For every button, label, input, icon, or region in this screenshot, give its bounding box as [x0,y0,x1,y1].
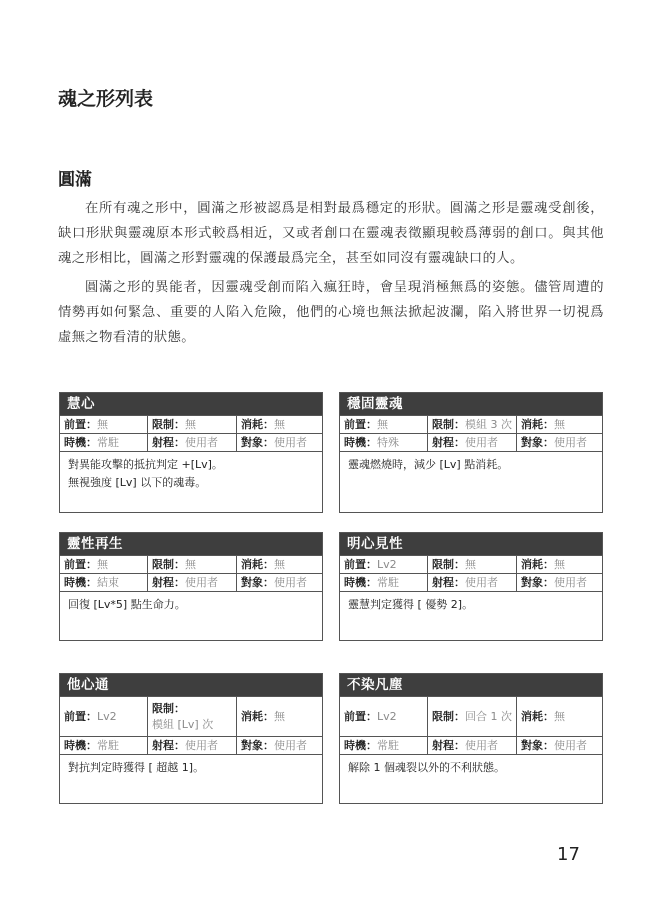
card-title: 穩固靈魂 [340,393,602,415]
ability-card [59,532,323,641]
cost-cell: 消耗： 無 [237,697,322,737]
card-title: 不染凡塵 [340,674,602,696]
page-title: 魂之形列表 [58,88,154,110]
page-number: 17 [557,844,580,865]
prereq-cell: 前置：無 [60,416,148,434]
cost-cell: 消耗： 無 [517,697,602,737]
card-description: 靈魂燃燒時，減少 [Lv] 點消耗。 [348,458,509,471]
card-stats [60,555,322,592]
prereq-cell: 前置：無 [60,556,148,574]
card-description: 靈慧判定獲得 [ 優勢 2]。 [348,598,474,611]
target-cell: 對象：使用者 [517,434,602,452]
range-cell: 射程：使用者 [148,434,237,452]
prereq-cell: 前置： Lv2 [60,697,148,737]
target-cell: 對象：使用者 [517,737,602,755]
card-stats [60,415,322,452]
body-paragraph: 在所有魂之形中，圓滿之形被認爲是相對最爲穩定的形狀。圓滿之形是靈魂受創後，缺口形狀與靈魂原本形式較爲相近，又或者創口在靈魂表徵顯現較爲薄弱的創口。與其他魂之形相比，圓滿之形對靈魂的保護最爲完全，甚至如同沒有靈魂缺口的人。 [58,201,604,266]
range-cell: 射程：使用者 [148,737,237,755]
card-stats [340,555,602,592]
prereq-cell: 前置： Lv2 [340,697,428,737]
ability-card [59,673,323,804]
ability-card [339,392,603,513]
ability-card [339,673,603,804]
card-description: 對異能攻擊的抵抗判定 +[Lv]。 無視強度 [Lv] 以下的魂毒。 [68,458,223,489]
limit-cell: 限制：無 [148,416,237,434]
card-title: 靈性再生 [60,533,322,555]
target-cell: 對象：使用者 [517,574,602,592]
limit-cell: 限制：模組 3 次 [428,416,517,434]
ability-card [339,532,603,641]
limit-cell: 限制： 模組 [Lv] 次 [148,697,237,737]
limit-cell: 限制：無 [148,556,237,574]
body-paragraph: 圓滿之形的異能者，因靈魂受創而陷入瘋狂時，會呈現消極無爲的姿態。儘管周遭的情勢再如何緊急、重要的人陷入危險，他們的心境也無法掀起波瀾，陷入將世界一切視爲虛無之物看清的狀態。 [58,280,604,345]
section-title: 圓滿 [58,170,92,190]
target-cell: 對象：使用者 [237,434,322,452]
card-stats [340,696,602,755]
range-cell: 射程：使用者 [428,434,517,452]
limit-cell: 限制：無 [428,556,517,574]
range-cell: 射程：使用者 [428,574,517,592]
card-title: 他心通 [60,674,322,696]
timing-cell: 時機：常駐 [60,434,148,452]
limit-cell: 限制： 回合 1 次 [428,697,517,737]
card-title: 明心見性 [340,533,602,555]
timing-cell: 時機：特殊 [340,434,428,452]
timing-cell: 時機：結束 [60,574,148,592]
ability-card [59,392,323,513]
target-cell: 對象：使用者 [237,574,322,592]
cost-cell: 消耗：無 [237,556,322,574]
cost-cell: 消耗：無 [517,416,602,434]
target-cell: 對象：使用者 [237,737,322,755]
card-description: 解除 1 個魂裂以外的不利狀態。 [348,761,505,774]
prereq-cell: 前置：Lv2 [340,556,428,574]
card-description: 回復 [Lv*5] 點生命力。 [68,598,186,611]
timing-cell: 時機：常駐 [340,737,428,755]
timing-cell: 時機：常駐 [340,574,428,592]
card-description: 對抗判定時獲得 [ 超越 1]。 [68,761,205,774]
timing-cell: 時機：常駐 [60,737,148,755]
cost-cell: 消耗：無 [237,416,322,434]
card-title: 慧心 [60,393,322,415]
prereq-cell: 前置：無 [340,416,428,434]
range-cell: 射程：使用者 [428,737,517,755]
card-stats [60,696,322,755]
card-stats [340,415,602,452]
range-cell: 射程：使用者 [148,574,237,592]
cost-cell: 消耗：無 [517,556,602,574]
